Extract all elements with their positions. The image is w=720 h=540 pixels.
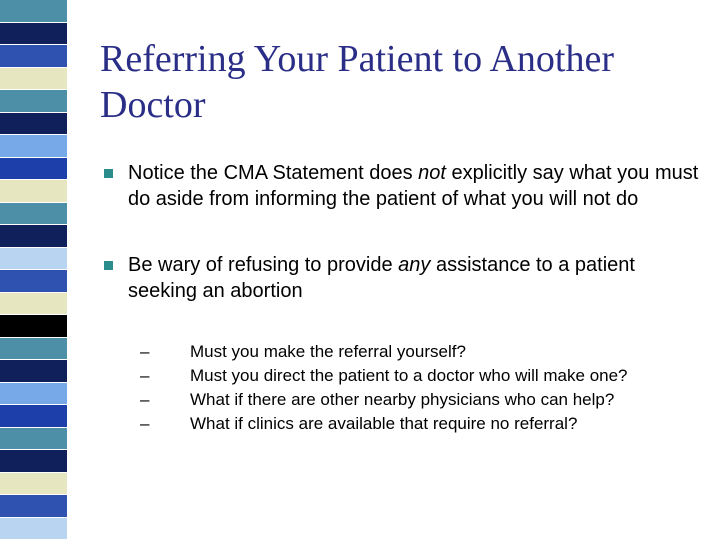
strip-tile xyxy=(0,360,67,383)
sub-bullet-item xyxy=(140,340,700,364)
sub-bullet-item xyxy=(140,388,700,412)
strip-tile xyxy=(0,68,67,91)
dash-marker: – xyxy=(140,342,150,361)
sub-bullet-text: Must you direct the patient to a doctor who will make one? xyxy=(190,366,628,385)
bullet-list xyxy=(100,160,700,436)
bullet-square-icon xyxy=(104,261,113,270)
strip-tile xyxy=(0,23,67,46)
slide-title: Referring Your Patient to Another Doctor xyxy=(100,38,615,126)
strip-tile xyxy=(0,0,67,23)
strip-tile xyxy=(0,135,67,158)
sub-bullet-item xyxy=(140,412,700,436)
strip-tile xyxy=(0,338,67,361)
strip-tile xyxy=(0,450,67,473)
strip-tile xyxy=(0,248,67,271)
strip-tile xyxy=(0,405,67,428)
bullet-emphasis: any xyxy=(398,254,431,276)
strip-tile xyxy=(0,90,67,113)
strip-tile xyxy=(0,473,67,496)
sub-bullet-text: What if there are other nearby physicians who can help? xyxy=(190,390,615,409)
sub-bullet-list xyxy=(100,340,700,436)
bullet-item xyxy=(100,160,700,212)
bullet-square-icon xyxy=(104,169,113,178)
strip-tile xyxy=(0,225,67,248)
strip-tile xyxy=(0,113,67,136)
strip-tile xyxy=(0,495,67,518)
strip-tile xyxy=(0,270,67,293)
strip-tile xyxy=(0,293,67,316)
strip-tile xyxy=(0,383,67,406)
bullet-text: explicitly say what you must do aside from informing the patient of what you will not do xyxy=(128,162,699,210)
strip-tile xyxy=(0,315,67,338)
bullet-text: Notice the CMA Statement does xyxy=(128,162,419,184)
bullet-text: Be wary of refusing to provide xyxy=(128,254,399,276)
sub-bullet-text: Must you make the referral yourself? xyxy=(190,342,466,361)
sub-bullet-text: What if clinics are available that require no referral? xyxy=(190,414,578,433)
dash-marker: – xyxy=(140,390,150,409)
decorative-side-strip xyxy=(0,0,67,540)
dash-marker: – xyxy=(140,414,150,433)
bullet-text: assistance to a patient seeking an abortion xyxy=(128,254,635,302)
strip-tile xyxy=(0,203,67,226)
sub-bullet-item xyxy=(140,364,700,388)
strip-tile xyxy=(0,45,67,68)
strip-tile xyxy=(0,158,67,181)
strip-tile xyxy=(0,518,67,540)
dash-marker: – xyxy=(140,366,150,385)
bullet-emphasis: not xyxy=(418,162,446,184)
strip-tile xyxy=(0,428,67,451)
strip-tile xyxy=(0,180,67,203)
bullet-item xyxy=(100,252,700,304)
